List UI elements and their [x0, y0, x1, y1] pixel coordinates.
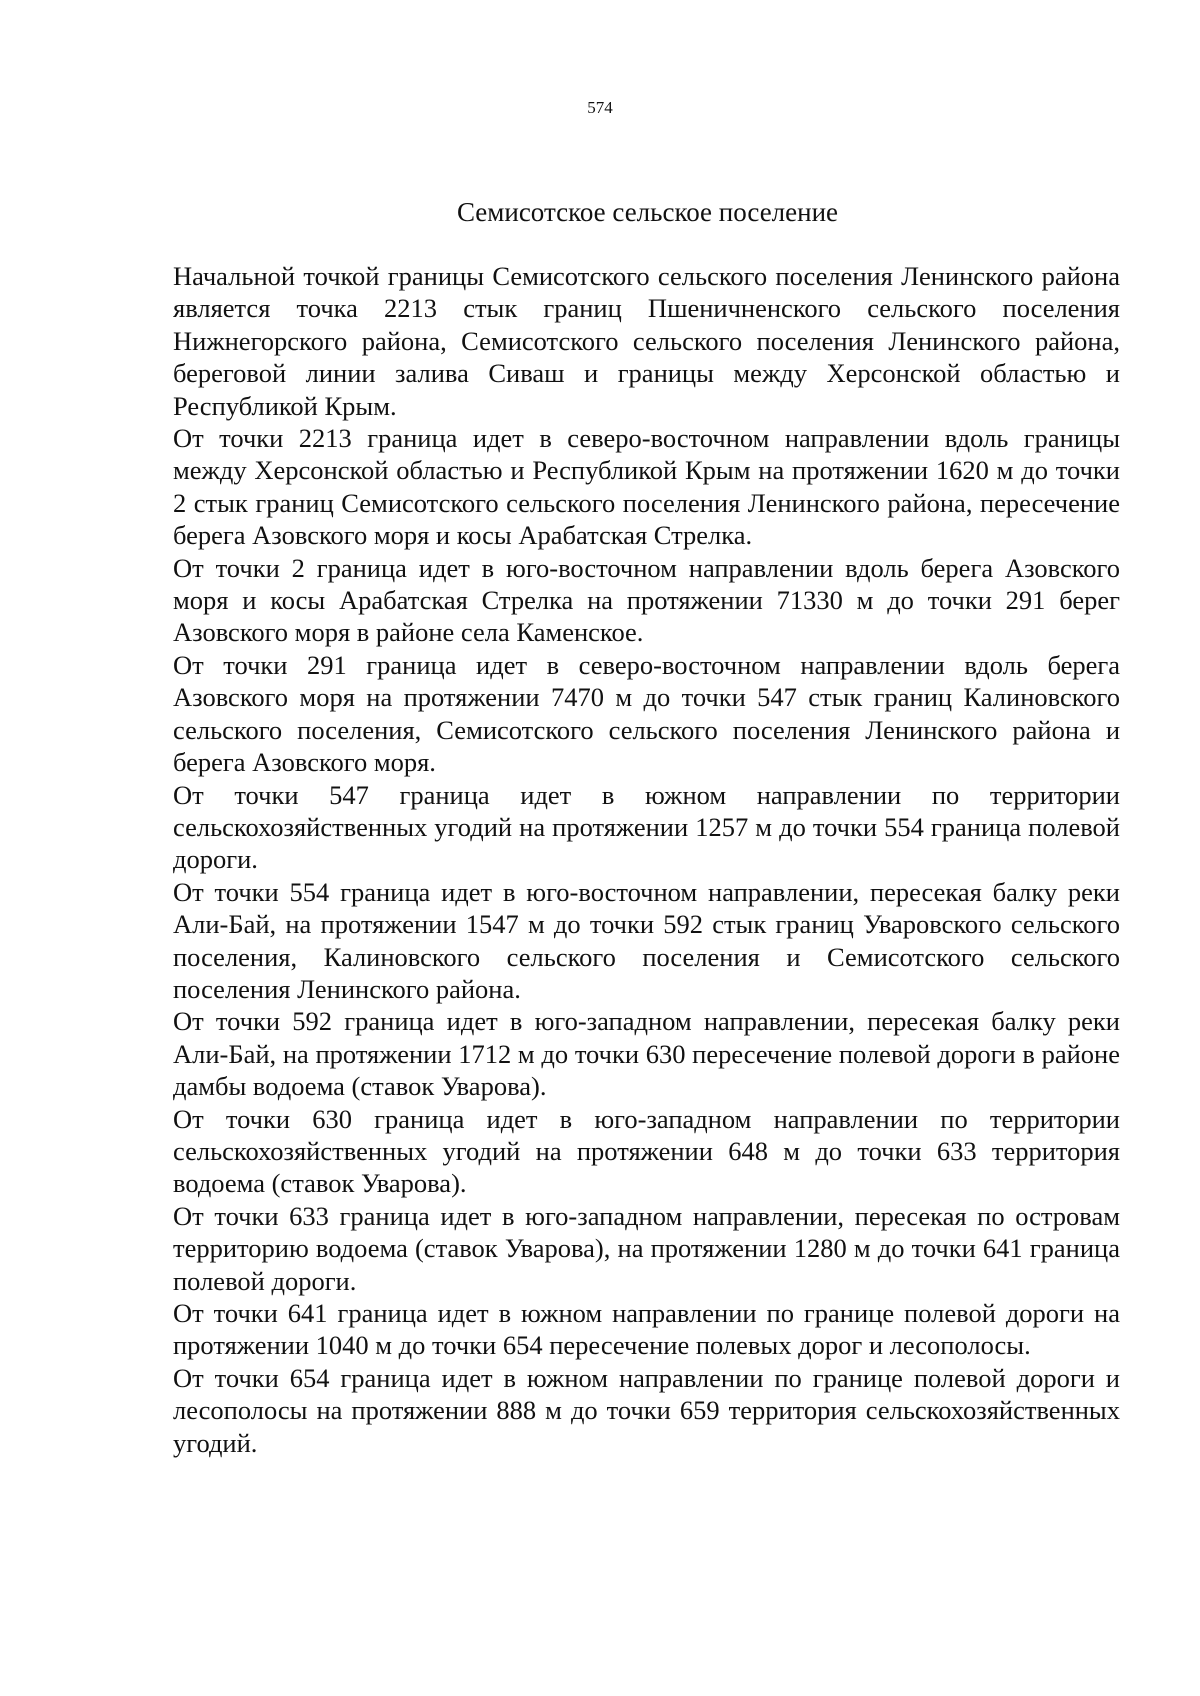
paragraph-4: От точки 291 граница идет в северо-восточном направлении вдоль берега Азовского моря на протяжении 7470 м до точки 547 стык границ Калиновского сельского поселения, Семисотского сельского поселения Ленинского района и берега Азовского моря. [173, 649, 1120, 778]
paragraph-2: От точки 2213 граница идет в северо-восточном направлении вдоль границы между Херсонской областью и Республикой Крым на протяжении 1620 м до точки 2 стык границ Семисотского сельского поселения Ленинского района, пересечение берега Азовского моря и косы Арабатская Стрелка. [173, 423, 1120, 551]
section-title-text: Семисотское сельское поселение [456, 197, 839, 227]
paragraph-1: Начальной точкой границы Семисотского сельского поселения Ленинского района является точка 2213 стык границ Пшеничненского сельского поселения Нижнегорского района, Семисотского сельского поселения Ленинского района, береговой линии залива Сиваш и границы между Херсонской областью и Республикой Крым. [173, 261, 1120, 421]
paragraph-9: От точки 633 граница идет в юго-западном направлении, пересекая по островам территорию водоема (ставок Уварова), на протяжении 1280 м до точки 641 граница полевой дороги. [173, 1200, 1120, 1296]
paragraph-5: От точки 547 граница идет в южном направлении по территории сельскохозяйственных угодий на протяжении 1257 м до точки 554 граница полевой дороги. [173, 779, 1120, 875]
document-body [173, 260, 1120, 1459]
paragraph-3: От точки 2 граница идет в юго-восточном направлении вдоль берега Азовского моря и косы Арабатская Стрелка на протяжении 71330 м до точки 291 берег Азовского моря в районе села Каменское. [173, 552, 1120, 648]
paragraph-10: От точки 641 граница идет в южном направлении по границе полевой дороги на протяжении 1040 м до точки 654 пересечение полевых дорог и лесополосы. [173, 1298, 1120, 1361]
paragraph-11: От точки 654 граница идет в южном направлении по границе полевой дороги и лесополосы на протяжении 888 м до точки 659 территория сельскохозяйственных угодий. [173, 1362, 1120, 1458]
paragraph-6: От точки 554 граница идет в юго-восточном направлении, пересекая балку реки Али-Бай, на протяжении 1547 м до точки 592 стык границ Уваровского сельского поселения, Калиновского сельского поселения и Семисотского сельского поселения Ленинского района. [173, 876, 1120, 1004]
section-title [0, 196, 1200, 228]
page-number: 574 [587, 98, 613, 117]
paragraph-7: От точки 592 граница идет в юго-западном направлении, пересекая балку реки Али-Бай, на протяжении 1712 м до точки 630 пересечение полевой дороги в районе дамбы водоема (ставок Уварова). [173, 1006, 1120, 1102]
paragraph-8: От точки 630 граница идет в юго-западном направлении по территории сельскохозяйственных угодий на протяжении 648 м до точки 633 территория водоема (ставок Уварова). [173, 1103, 1120, 1199]
